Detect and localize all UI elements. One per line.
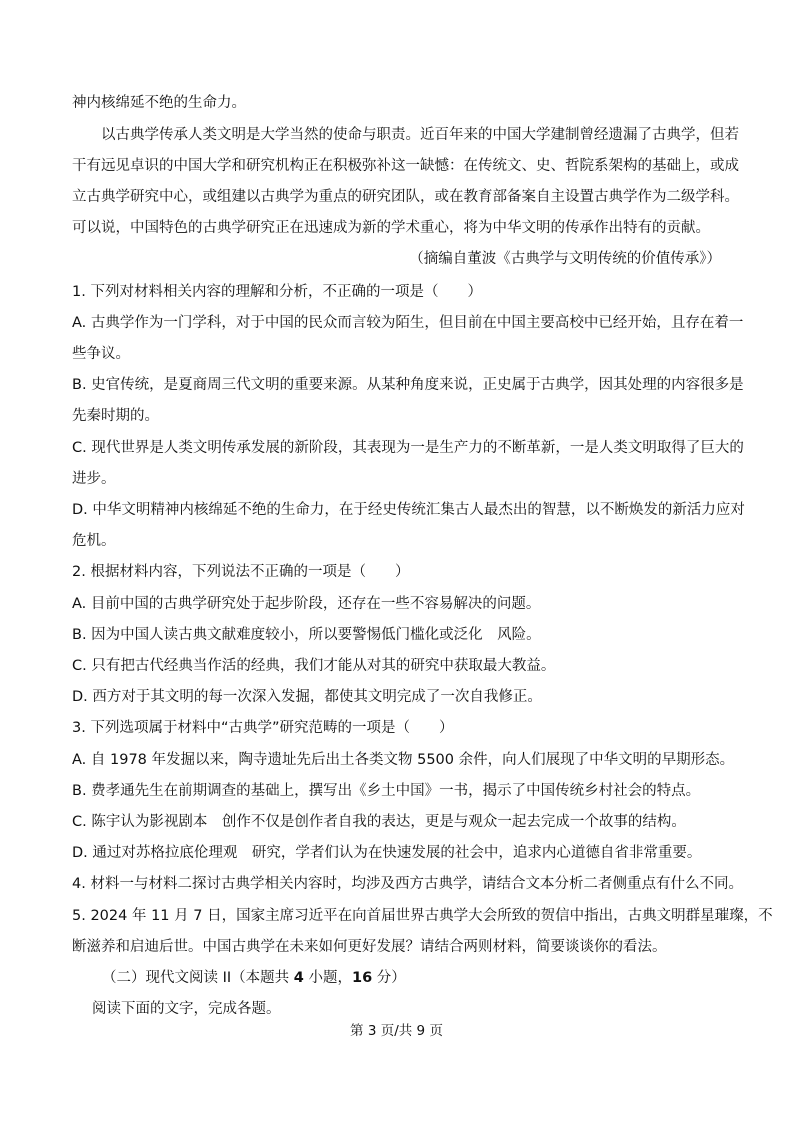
passage-line: 干有远见卓识的中国大学和研究机构正在积极弥补这一缺憾：在传统文、史、哲院系架构的基础上，或成 xyxy=(72,158,739,174)
section-question-count: 4 xyxy=(293,970,304,986)
passage-line: 神内核绵延不绝的生命力。 xyxy=(72,95,246,111)
section-heading-mid: 小题， xyxy=(303,970,352,986)
question-2-option-a: A. 目前中国的古典学研究处于起步阶段，还存在一些不容易解决的问题。 xyxy=(72,596,541,612)
question-3-option-b: B. 费孝通先生在前期调查的基础上，撰写出《乡土中国》一书，揭示了中国传统乡村社会的特点。 xyxy=(72,783,701,799)
page-footer: 第 3 页/共 9 页 xyxy=(350,1023,443,1039)
question-2-option-d: D. 西方对于其文明的每一次深入发掘，都使其文明完成了一次自我修正。 xyxy=(72,689,542,705)
question-2-stem: 2. 根据材料内容，下列说法不正确的一项是（ ） xyxy=(72,564,410,580)
question-1-option-d: D. 中华文明精神内核绵延不绝的生命力，在于经史传统汇集古人最杰出的智慧，以不断焕发的新活力应对 xyxy=(72,502,745,518)
question-1-option-a-cont: 些争议。 xyxy=(72,346,130,362)
section-heading-prefix: （二）现代文阅读 II（本题共 xyxy=(102,970,294,986)
question-1-stem: 1. 下列对材料相关内容的理解和分析，不正确的一项是（ ） xyxy=(72,284,482,300)
section-score: 16 xyxy=(351,970,373,986)
question-1-option-c: C. 现代世界是人类文明传承发展的新阶段，其表现为一是生产力的不断革新，一是人类文明取得了巨大的 xyxy=(72,440,744,456)
question-3-option-d: D. 通过对苏格拉底伦理观 研究，学者们认为在快速发展的社会中，追求内心道德自省非常重要。 xyxy=(72,845,702,861)
question-2-option-b: B. 因为中国人读古典文献难度较小，所以要警惕低门槛化或泛化 风险。 xyxy=(72,627,541,643)
section-heading xyxy=(102,968,406,988)
question-1-option-b-cont: 先秦时期的。 xyxy=(72,408,159,424)
section-instruction: 阅读下面的文字，完成各题。 xyxy=(92,1001,281,1017)
passage-line: 立古典学研究中心，或组建以古典学为重点的研究团队，或在教育部备案自主设置古典学作为二级学科。 xyxy=(72,189,739,205)
question-1-option-d-cont: 危机。 xyxy=(72,533,116,549)
question-5-cont: 断滋养和启迪后世。中国古典学在未来如何更好发展？请结合两则材料，简要谈谈你的看法。 xyxy=(72,939,667,955)
question-2-option-c: C. 只有把古代经典当作活的经典，我们才能从对其的研究中获取最大教益。 xyxy=(72,658,556,674)
question-1-option-b: B. 史官传统，是夏商周三代文明的重要来源。从某种角度来说，正史属于古典学，因其处理的内容很多是 xyxy=(72,377,744,393)
question-3-option-a: A. 自 1978 年发掘以来，陶寺遗址先后出土各类文物 5500 余件，向人们展现了中华文明的早期形态。 xyxy=(72,752,735,768)
question-3-stem: 3. 下列选项属于材料中“古典学”研究范畴的一项是（ ） xyxy=(72,720,454,736)
question-5: 5. 2024 年 11 月 7 日，国家主席习近平在向首届世界古典学大会所致的贺信中指出，古典文明群星璀璨，不 xyxy=(72,908,773,924)
question-4: 4. 材料一与材料二探讨古典学相关内容时，均涉及西方古典学，请结合文本分析二者侧重点有什么不同。 xyxy=(72,876,743,892)
passage-line: 以古典学传承人类文明是大学当然的使命与职责。近百年来的中国大学建制曾经遗漏了古典学，但若 xyxy=(101,127,739,143)
passage-line: 可以说，中国特色的古典学研究正在迅速成为新的学术重心，将为中华文明的传承作出特有的贡献。 xyxy=(72,220,710,236)
question-1-option-a: A. 古典学作为一门学科，对于中国的民众而言较为陌生，但目前在中国主要高校中已经开始，且存在着一 xyxy=(72,315,744,331)
question-1-option-c-cont: 进步。 xyxy=(72,471,116,487)
question-3-option-c: C. 陈宇认为影视剧本 创作不仅是创作者自我的表达，更是与观众一起去完成一个故事的结构。 xyxy=(72,814,686,830)
section-heading-suffix: 分） xyxy=(372,970,406,986)
passage-source: （摘编自董波《古典学与文明传统的价值传承》） xyxy=(409,251,721,267)
